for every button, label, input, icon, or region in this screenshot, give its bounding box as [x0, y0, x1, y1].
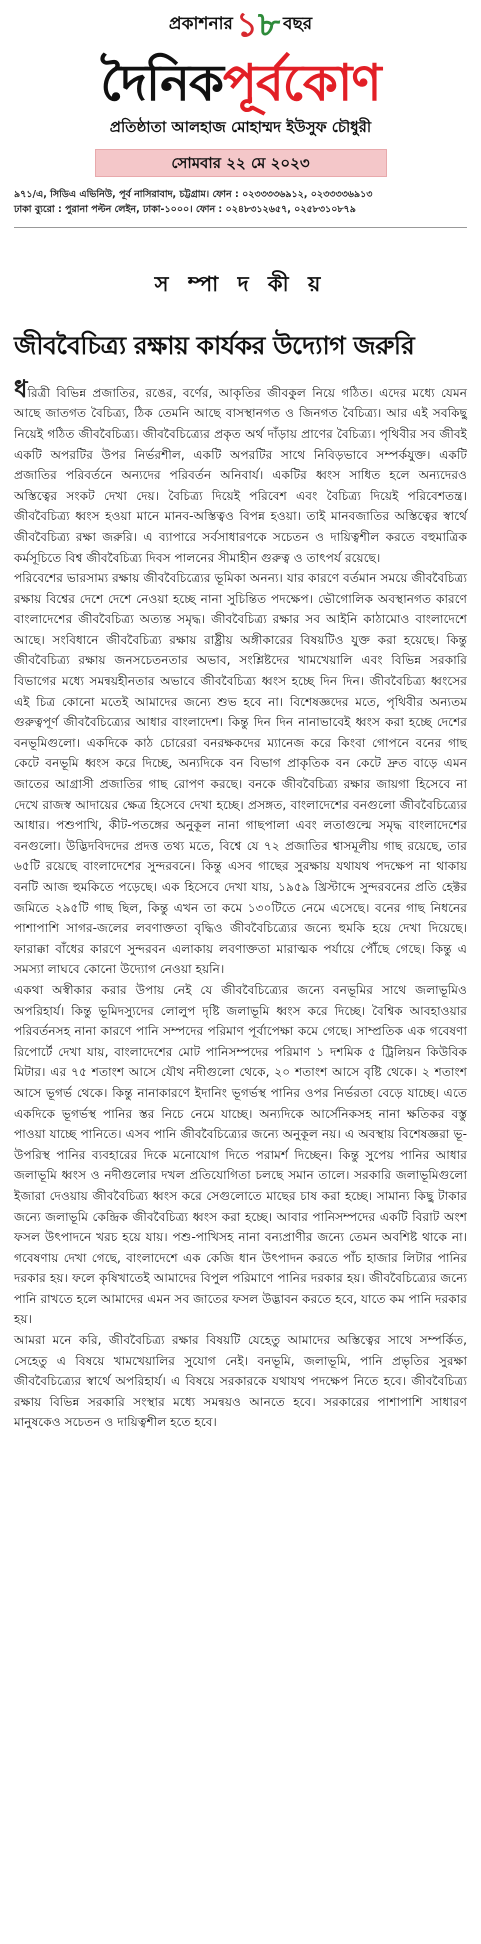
paragraph-4: আমরা মনে করি, জীববৈচিত্র্য রক্ষার বিষয়টি যেহেতু আমাদের অস্তিত্বের সাথে সম্পর্কিত, সেহেতু এ বিষয়ে খামখেয়ালির সুযোগ নেই। বনভূমি, জলাভূমি, পানি প্রভৃতির সুরক্ষা জীববৈচিত্র্যের স্বার্থে অপরিহার্য। এ বিষয়ে সরকারকে যথাযথ পদক্ষেপ নিতে হবে। জীববৈচিত্র্য রক্ষায় বিভিন্ন সরকারি সংস্থার মধ্যে সমন্বয়ও আনতে হবে। সরকারের পাশাপাশি সাধারণ মানুষকেও সচেতন ও দায়িত্বশীল হতে হবে।: [14, 1333, 467, 1430]
anniversary-number: [235, 5, 280, 45]
founder-line: প্রতিষ্ঠাতা আলহাজ মোহাম্মদ ইউসুফ চৌধুরী: [109, 118, 372, 136]
date-bar: সোমবার ২২ মে ২০২৩: [95, 149, 387, 177]
anniversary-digit-1: ১: [235, 5, 258, 45]
address-block: [0, 187, 481, 217]
address-line-1: ৯৭১/এ, সিডিএ এভিনিউ, পূর্ব নাসিরাবাদ, চট্টগ্রাম। ফোন : ০২৩৩৩৩৬৯১২, ০২৩৩৩৩৬৯১৩: [14, 189, 373, 200]
masthead: [0, 0, 481, 177]
anniversary-banner: [0, 6, 481, 44]
anniversary-text-after: বছর: [283, 14, 313, 34]
anniversary-digit-2: ৮: [257, 5, 280, 45]
editorial-body: [0, 374, 481, 1433]
section-label: স ম্পা দ কী য়: [154, 272, 327, 296]
drop-cap: ধ: [14, 374, 28, 403]
newspaper-title: [0, 46, 481, 112]
paragraph-2: পরিবেশের ভারসাম্য রক্ষায় জীববৈচিত্র্যের ভূমিকা অনন্য। যার কারণে বর্তমান সময়ে জীববৈচিত্র্য রক্ষায় বিশ্বের দেশে দেশে নেওয়া হচ্ছে নানা সুচিন্তিত পদক্ষেপ। ভৌগোলিক অবস্থানগত কারণে বাংলাদেশের জীববৈচিত্র্য অত্যন্ত সমৃদ্ধ। জীববৈচিত্র্য রক্ষার সব আইনি কাঠামোও বাংলাদেশে আছে। সংবিধানে জীববৈচিত্র্য রক্ষায় রাষ্ট্রীয় অঙ্গীকারের বিষয়টিও যুক্ত করা হয়েছে। কিন্তু জীববৈচিত্র্য রক্ষায় জনসচেতনতার অভাব, সংশ্লিষ্টদের খামখেয়ালি এবং বিভিন্ন সরকারি বিভাগের মধ্যে সমন্বয়হীনতার অভাবে জীববৈচিত্র্য ধ্বংস হচ্ছে দিন দিন। জীববৈচিত্র্য ধ্বংসের এই চিত্র কোনো মতেই আমাদের জন্যে শুভ হবে না। বিশেষজ্ঞদের মতে, পৃথিবীর অন্যতম গুরুত্বপূর্ণ জীববৈচিত্র্যের আধার বাংলাদেশ। কিন্তু দিন দিন নানাভাবেই ধ্বংস করা হচ্ছে দেশের বনভূমিগুলো। একদিকে কাঠ চোরেরা বনরক্ষকদের ম্যানেজ করে কিংবা গোপনে বনের গাছ কেটে বনভূমি ধ্বংস করে দিচ্ছে, অন্যদিকে বন বিভাগ প্রাকৃতিক বন কেটে দ্রুত বাড়ে এমন জাতের আগ্রাসী প্রজাতির গাছ রোপণ করছে। বনকে জীববৈচিত্র্য রক্ষার জায়গা হিসেবে না দেখে রাজস্ব আদায়ের ক্ষেত্র হিসেবে দেখা হচ্ছে। প্রসঙ্গত, বাংলাদেশের বনগুলো জীববৈচিত্র্যের আধার। পশুপাখি, কীট-পতঙ্গের অনুকূল নানা গাছপালা এবং লতাগুল্মে সমৃদ্ধ বাংলাদেশের বনগুলো। উদ্ভিদবিদদের প্রদত্ত তথ্য মতে, বিশ্বে যে ৭২ প্রজাতির শ্বাসমূলীয় গাছ রয়েছে, তার ৬৫টি রয়েছে বাংলাদেশের সুন্দরবনে। কিন্তু এসব গাছের সুরক্ষায় যথাযথ পদক্ষেপ না থাকায় বনটি আজ হুমকিতে পড়েছে। এক হিসেবে দেখা যায়, ১৯৫৯ খ্রিস্টাব্দে সুন্দরবনের প্রতি হেক্টর জমিতে ২৯৫টি গাছ ছিল, কিন্তু এখন তা কমে ১৩০টিতে নেমে এসেছে। বনের গাছ নিধনের পাশাপাশি সাগর-জলের লবণাক্ততা বৃদ্ধিও জীববৈচিত্র্যের জন্যে হুমকি হয়ে দেখা দিয়েছে। ফারাক্কা বাঁধের কারণে সুন্দরবন এলাকায় লবণাক্ততা মারাত্মক পর্যায়ে পৌঁছে গেছে। কিন্তু এ সমস্যা লাঘবে কোনো উদ্যোগ নেওয়া হয়নি।: [14, 571, 467, 977]
anniversary-text-before: প্রকাশনার: [168, 14, 233, 34]
paragraph-1: [14, 374, 467, 568]
address-line-2: ঢাকা ব্যুরো : পুরানা পল্টন লেইন, ঢাকা-১০০০। ফোন : ০২৪৮৩১২৬৫৭, ০২৫৮৩১০৮৭৯: [14, 204, 356, 215]
title-part-1: দৈনিক: [100, 53, 224, 112]
title-part-2: পূর্বকোণ: [223, 53, 381, 112]
paragraph-1-text: রিত্রী বিভিন্ন প্রজাতির, রঙের, বর্ণের, আকৃতির জীবকুল নিয়ে গঠিত। এদের মধ্যে যেমন আছে জাতগত বৈচিত্র্য, ঠিক তেমনি আছে বাসস্থানগত ও জিনগত বৈচিত্র্য। আর এই সবকিছু নিয়েই গঠিত জীববৈচিত্র্য। জীববৈচিত্র্যের প্রকৃত অর্থ দাঁড়ায় প্রাণের বৈচিত্র্য। পৃথিবীর সব জীবই একটি অপরটির উপর নির্ভরশীল, একটি অপরটির সাথে নিবিড়ভাবে সম্পর্কযুক্ত। একটি প্রজাতির পরিবর্তনে অন্যদের পরিবর্তন অনিবার্য। একটির ধ্বংস সাধিত হলে অন্যদেরও অস্তিত্বের সংকট দেখা দেয়। বৈচিত্র্য দিয়েই পরিবেশ এবং বৈচিত্র্য দিয়েই পরিবেশতন্ত্র। জীববৈচিত্র্য ধ্বংস হওয়া মানে মানব-অস্তিত্বও বিপন্ন হওয়া। তাই মানবজাতির অস্তিত্বের স্বার্থে জীববৈচিত্র্য রক্ষা জরুরি। এ ব্যাপারে সর্বসাধারণকে সচেতন ও দায়িত্বশীল করতে বহুমাত্রিক কর্মসূচিতে বিশ্ব জীববৈচিত্র্য দিবস পালনের সীমাহীন গুরুত্ব ও তাৎপর্য রয়েছে।: [14, 385, 467, 565]
editorial-headline: জীববৈচিত্র্য রক্ষায় কার্যকর উদ্যোগ জরুরি: [14, 331, 415, 360]
divider: [14, 227, 467, 228]
paragraph-3: একথা অস্বীকার করার উপায় নেই যে জীববৈচিত্র্যের জন্যে বনভূমির সাথে জলাভূমিও অপরিহার্য। কিন্তু ভূমিদস্যুদের লোলুপ দৃষ্টি জলাভূমি ধ্বংস করে দিচ্ছে। বৈশ্বিক আবহাওয়ার পরিবর্তনসহ নানা কারণে পানি সম্পদের পরিমাণ পূর্বাপেক্ষা কমে গেছে। সাম্প্রতিক এক গবেষণা রিপোর্টে দেখা যায়, বাংলাদেশের মোট পানিসম্পদের পরিমাণ ১ দশমিক ৫ ট্রিলিয়ন কিউবিক মিটার। এর ৭৫ শতাংশ আসে যৌথ নদীগুলো থেকে, ২০ শতাংশ আসে বৃষ্টি থেকে। ২ শতাংশ আসে ভূগর্ভ থেকে। কিন্তু নানাকারণে ইদানিং ভূগর্ভস্থ পানির ওপর নির্ভরতা বেড়ে যাচ্ছে। এতে একদিকে ভূগর্ভস্থ পানির স্তর নিচে নেমে যাচ্ছে। অন্যদিকে আর্সেনিকসহ নানা ক্ষতিকর বস্তু পাওয়া যাচ্ছে পানিতে। এসব পানি জীববৈচিত্র্যের জন্যে অনুকূল নয়। এ অবস্থায় বিশেষজ্ঞরা ভূ-উপরিস্থ পানির ব্যবহারের দিকে মনোযোগ দিতে পরামর্শ দিচ্ছেন। কিন্তু সুপেয় পানির আধার জলাভূমি ধ্বংস ও নদীগুলোর দখল প্রতিযোগিতা চলছে সমান তালে। সরকারি জলাভূমিগুলো ইজারা দেওয়ায় জীববৈচিত্র্য ধ্বংস করে সেগুলোতে মাছের চাষ করা হচ্ছে। সামান্য কিছু টাকার জন্যে জলাভূমি কেন্দ্রিক জীববৈচিত্র্য ধ্বংস করা হচ্ছে। আবার পানিসম্পদের একটি বিরাট অংশ ফসল উৎপাদনে খরচ হয়ে যায়। পশু-পাখিসহ নানা বন্যপ্রাণীর জন্যে তেমন অবশিষ্ট থাকে না। গবেষণায় দেখা গেছে, বাংলাদেশে এক কেজি ধান উৎপাদন করতে পাঁচ হাজার লিটার পানির দরকার হয়। ফলে কৃষিখাতেই আমাদের বিপুল পরিমাণে পানির দরকার হয়। জীববৈচিত্র্যের জন্যে পানি রাখতে হলে আমাদের এমন সব জাতের ফসল উদ্ভাবন করতে হবে, যাতে কম পানি দরকার হয়।: [14, 982, 467, 1327]
